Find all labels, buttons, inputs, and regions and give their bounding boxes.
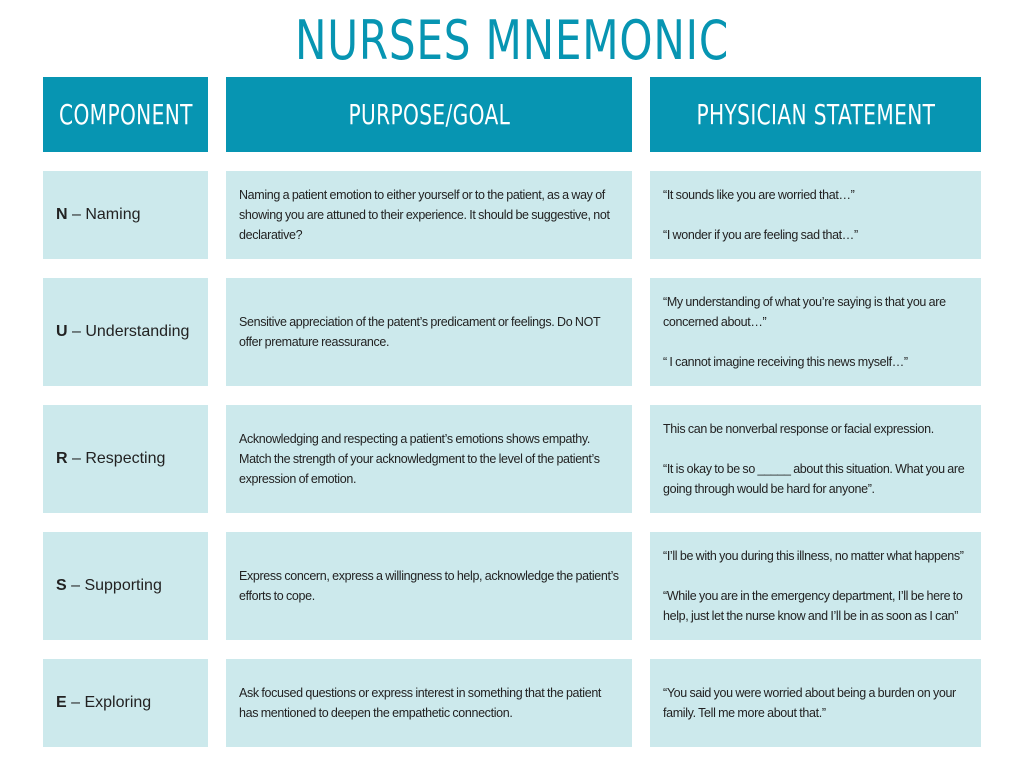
statement-text: “While you are in the emergency department, I’ll be here to help, just let the nurse know and I’ll be in as soon as I can” <box>663 589 963 623</box>
statement-naming <box>650 171 981 259</box>
purpose-text: Naming a patient emotion to either yourself or to the patient, as a way of showing you are attuned to their experience. It should be suggestive, not declarative? <box>239 188 610 242</box>
statement-text: This can be nonverbal response or facial expression. <box>663 422 934 436</box>
component-respecting <box>43 405 208 513</box>
component-letter: N <box>56 206 68 223</box>
statement-respecting <box>650 405 981 513</box>
purpose-understanding <box>226 278 632 386</box>
component-understanding <box>43 278 208 386</box>
component-supporting <box>43 532 208 640</box>
statement-supporting <box>650 532 981 640</box>
purpose-supporting <box>226 532 632 640</box>
header-purpose <box>226 77 632 152</box>
component-label: – Respecting <box>67 450 166 467</box>
statement-text: “It is okay to be so _____ about this situation. What you are going through would be hard for anyone”. <box>663 462 965 496</box>
statement-text: “ I cannot imagine receiving this news myself…” <box>663 355 908 369</box>
component-letter: S <box>56 577 67 594</box>
purpose-exploring <box>226 659 632 747</box>
purpose-naming <box>226 171 632 259</box>
statement-text: “I wonder if you are feeling sad that…” <box>663 228 858 242</box>
statement-text: “It sounds like you are worried that…” <box>663 188 855 202</box>
header-purpose-label: PURPOSE/GOAL <box>348 98 510 131</box>
header-statement-label: PHYSICIAN STATEMENT <box>696 98 935 131</box>
purpose-text: Express concern, express a willingness to help, acknowledge the patient’s efforts to cope. <box>239 569 619 603</box>
component-letter: R <box>56 450 68 467</box>
statement-understanding <box>650 278 981 386</box>
statement-text: “I’ll be with you during this illness, no matter what happens” <box>663 549 964 563</box>
purpose-text: Sensitive appreciation of the patent’s predicament or feelings. Do NOT offer premature reassurance. <box>239 315 601 349</box>
statement-exploring <box>650 659 981 747</box>
header-component <box>43 77 208 152</box>
statement-text: “My understanding of what you’re saying is that you are concerned about…” <box>663 295 946 329</box>
page-title: NURSES MNEMONIC <box>294 9 730 72</box>
header-statement <box>650 77 981 152</box>
purpose-text: Ask focused questions or express interest in something that the patient has mentioned to deepen the empathetic connection. <box>239 686 602 720</box>
purpose-respecting <box>226 405 632 513</box>
statement-text: “You said you were worried about being a burden on your family. Tell me more about that.” <box>663 686 956 720</box>
component-exploring <box>43 659 208 747</box>
component-label: – Exploring <box>66 694 152 711</box>
component-label: – Naming <box>67 206 141 223</box>
purpose-text: Acknowledging and respecting a patient’s emotions shows empathy. Match the strength of your acknowledgment to the level of the patient’s expression of emotion. <box>239 432 600 486</box>
component-letter: U <box>56 323 68 340</box>
component-naming <box>43 171 208 259</box>
component-label: – Understanding <box>67 323 190 340</box>
component-letter: E <box>56 694 67 711</box>
header-component-label: COMPONENT <box>58 98 193 131</box>
component-label: – Supporting <box>66 577 162 594</box>
